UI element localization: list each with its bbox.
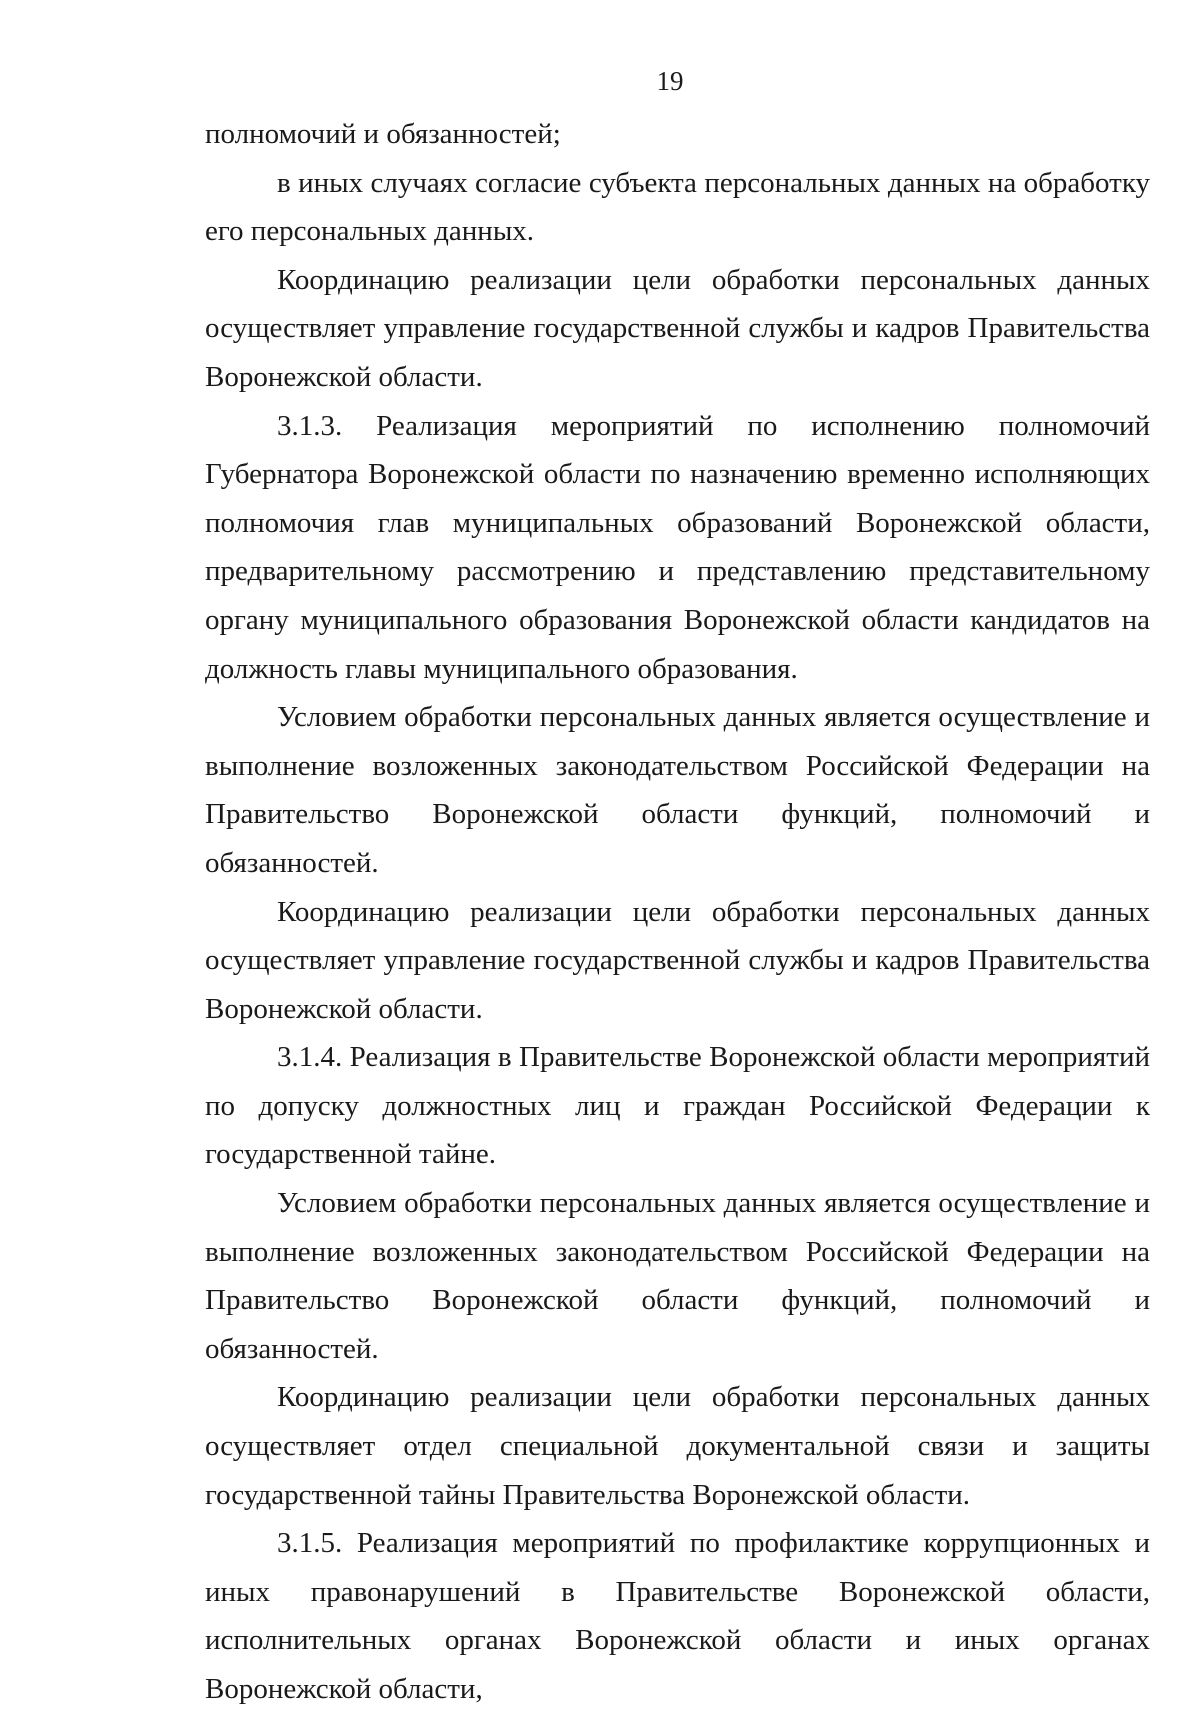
paragraph-9: Координацию реализации цели обработки персональных данных осуществляет отдел специальной документальной связи и защиты государственной тайны Правительства Воронежской области.	[205, 1381, 1150, 1511]
paragraph-10: 3.1.5. Реализация мероприятий по профилактике коррупционных и иных правонарушений в Правительстве Воронежской области, исполнительных органах Воронежской области и иных органах Воронежской области,	[205, 1527, 1150, 1705]
paragraph-8: Условием обработки персональных данных является осуществление и выполнение возложенных законодательством Российской Федерации на Правительство Воронежской области функций, полномочий и обязанностей.	[205, 1187, 1150, 1365]
paragraph-6: Координацию реализации цели обработки персональных данных осуществляет управление государственной службы и кадров Правительства Воронежской области.	[205, 895, 1150, 1025]
paragraph-1: полномочий и обязанностей;	[205, 118, 561, 150]
paragraph-5: Условием обработки персональных данных является осуществление и выполнение возложенных законодательством Российской Федерации на Правительство Воронежской области функций, полномочий и обязанностей.	[205, 701, 1150, 879]
paragraph-7: 3.1.4. Реализация в Правительстве Воронежской области мероприятий по допуску должностных лиц и граждан Российской Федерации к государственной тайне.	[205, 1041, 1150, 1171]
paragraph-4: 3.1.3. Реализация мероприятий по исполнению полномочий Губернатора Воронежской области по назначению временно исполняющих полномочия глав муниципальных образований Воронежской области, предварительному рассмотрению и представлению представительному органу муниципального образования Воронежской области кандидатов на должность главы муниципального образования.	[205, 409, 1150, 685]
page-number: 19	[656, 66, 684, 96]
document-body	[205, 110, 1150, 1714]
paragraph-2: в иных случаях согласие субъекта персональных данных на обработку его персональных данных.	[205, 166, 1150, 248]
paragraph-3: Координацию реализации цели обработки персональных данных осуществляет управление государственной службы и кадров Правительства Воронежской области.	[205, 263, 1150, 393]
